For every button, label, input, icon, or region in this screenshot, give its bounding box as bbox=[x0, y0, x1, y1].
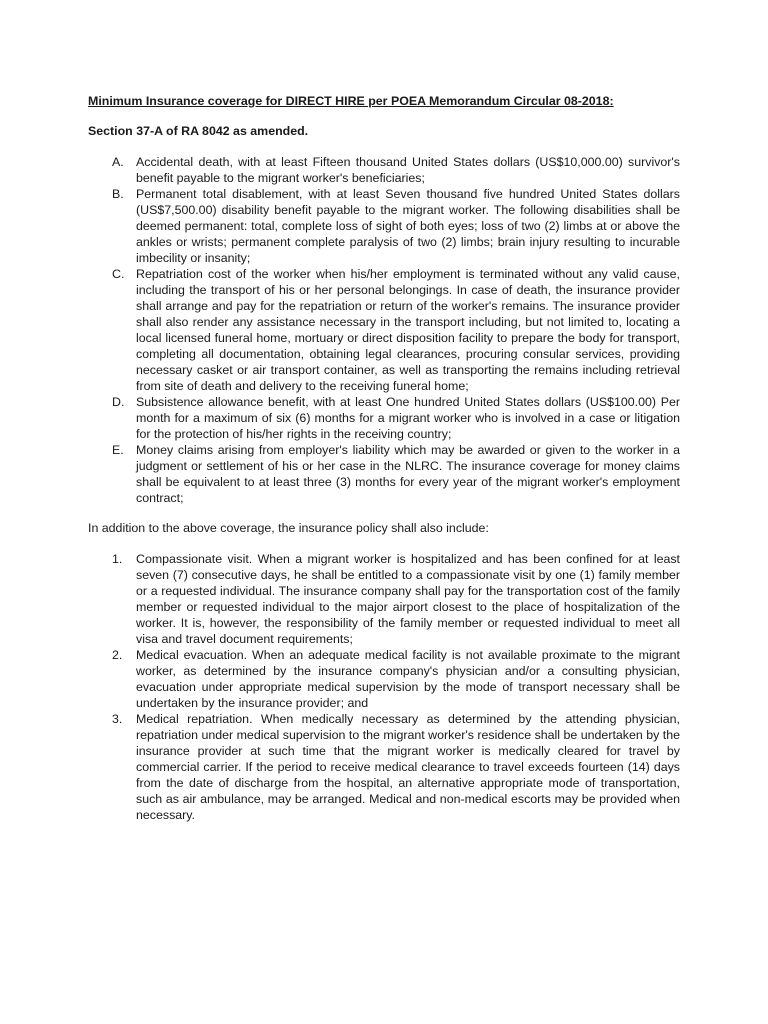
coverage-item-a bbox=[88, 154, 680, 186]
coverage-item-e bbox=[88, 442, 680, 506]
additional-item-text: Medical repatriation. When medically necessary as determined by the attending physician, repatriation under medical supervision to the migrant worker's residence shall be undertaken by the insurance provider at such time that the migrant worker is medically cleared for travel by commercial carrier. If the period to receive medical clearance to travel exceeds fourteen (14) days from the date of discharge from the hospital, an alternative appropriate mode of transportation, such as air ambulance, may be arranged. Medical and non-medical escorts may be provided when necessary. bbox=[136, 712, 680, 822]
list-marker: 3. bbox=[112, 712, 123, 726]
coverage-item-text: Money claims arising from employer's liability which may be awarded or given to the worker in a judgment or settlement of his or her case in the NLRC. The insurance coverage for money claims shall be equivalent to at least three (3) months for every year of the migrant worker's employment contract; bbox=[136, 443, 680, 505]
coverage-item-b bbox=[88, 186, 680, 266]
list-marker: 1. bbox=[112, 552, 123, 566]
coverage-item-text: Subsistence allowance benefit, with at least One hundred United States dollars (US$100.00) Per month for a maximum of six (6) months for a migrant worker who is involved in a case or litigation for the protection of his/her rights in the receiving country; bbox=[136, 395, 680, 441]
document-heading: Minimum Insurance coverage for DIRECT HIRE per POEA Memorandum Circular 08-2018: bbox=[88, 94, 614, 108]
list-marker: D. bbox=[112, 395, 125, 409]
document-page bbox=[88, 93, 680, 823]
additional-item-1 bbox=[88, 551, 680, 647]
list-marker: E. bbox=[112, 443, 124, 457]
additional-coverage-list bbox=[88, 551, 680, 823]
additional-item-text: Compassionate visit. When a migrant worker is hospitalized and has been confined for at least seven (7) consecutive days, he shall be entitled to a compassionate visit by one (1) family member or a requested individual. The insurance company shall pay for the transportation cost of the family member or requested individual to the major airport closest to the place of hospitalization of the worker. It is, however, the responsibility of the family member or requested individual to meet all visa and travel document requirements; bbox=[136, 552, 680, 646]
list-marker: B. bbox=[112, 187, 124, 201]
coverage-item-c bbox=[88, 266, 680, 394]
additional-item-2 bbox=[88, 647, 680, 711]
coverage-item-text: Accidental death, with at least Fifteen thousand United States dollars (US$10,000.00) survivor's benefit payable to the migrant worker's beneficiaries; bbox=[136, 155, 680, 185]
additional-coverage-intro: In addition to the above coverage, the insurance policy shall also include: bbox=[88, 521, 489, 535]
coverage-item-text: Repatriation cost of the worker when his/her employment is terminated without any valid cause, including the transport of his or her personal belongings. In case of death, the insurance provider shall arrange and pay for the repatriation or return of the worker's remains. The insurance provider shall also render any assistance necessary in the transport including, but not limited to, locating a local licensed funeral home, mortuary or direct disposition facility to prepare the body for transport, completing all documentation, obtaining legal clearances, procuring consular services, providing necessary casket or air transport container, as well as transporting the remains including retrieval from site of death and delivery to the receiving funeral home; bbox=[136, 267, 680, 393]
coverage-item-text: Permanent total disablement, with at least Seven thousand five hundred United States dollars (US$7,500.00) disability benefit payable to the migrant worker. The following disabilities shall be deemed permanent: total, complete loss of sight of both eyes; loss of two (2) limbs at or above the ankles or wrists; permanent complete paralysis of two (2) limbs; brain injury resulting to incurable imbecility or insanity; bbox=[136, 187, 680, 265]
list-marker: 2. bbox=[112, 648, 123, 662]
additional-item-3 bbox=[88, 711, 680, 823]
section-subheading: Section 37-A of RA 8042 as amended. bbox=[88, 124, 309, 138]
list-marker: A. bbox=[112, 155, 124, 169]
list-marker: C. bbox=[112, 267, 125, 281]
additional-item-text: Medical evacuation. When an adequate medical facility is not available proximate to the migrant worker, as determined by the insurance company's physician and/or a consulting physician, evacuation under appropriate medical supervision by the mode of transport necessary shall be undertaken by the insurance provider; and bbox=[136, 648, 680, 710]
coverage-list bbox=[88, 154, 680, 506]
coverage-item-d bbox=[88, 394, 680, 442]
